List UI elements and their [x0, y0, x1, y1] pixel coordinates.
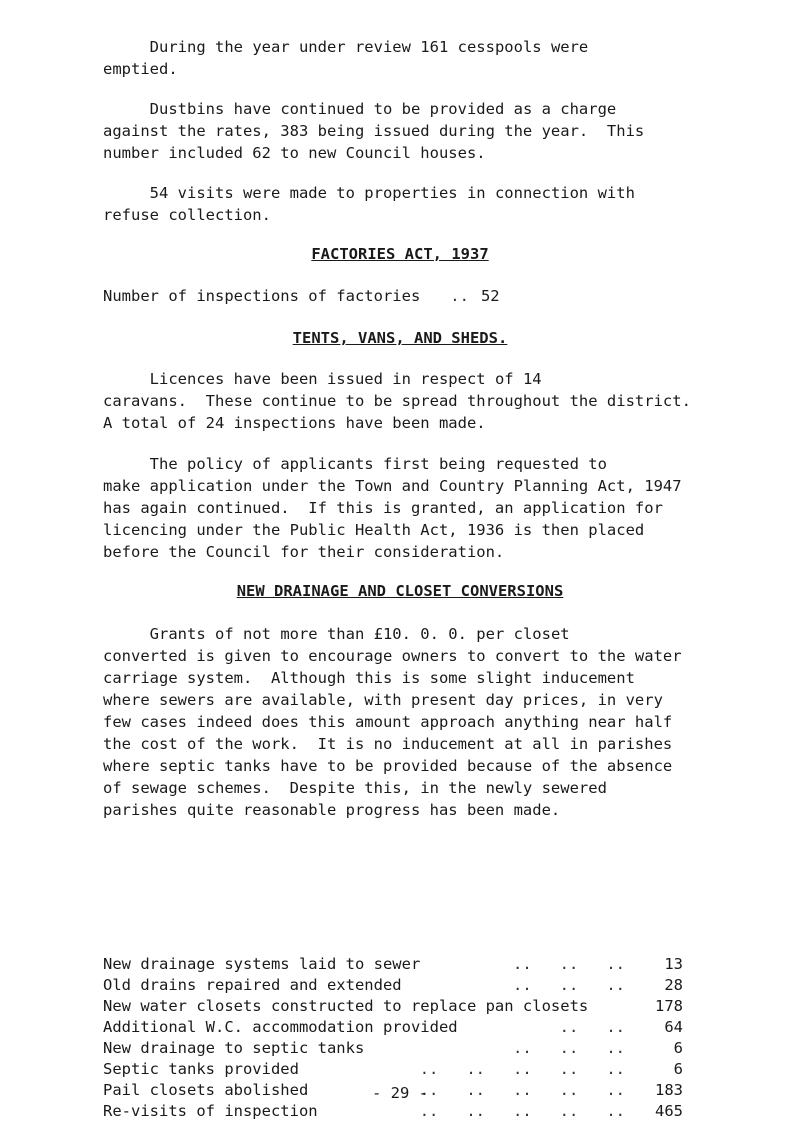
row-dots: [588, 996, 639, 1017]
row-dots: .. .. .. .. ..: [419, 1060, 625, 1078]
row-value: 6: [673, 1039, 683, 1057]
row-dots: .. ..: [559, 1018, 625, 1036]
row-label: New drainage to septic tanks: [103, 1039, 365, 1057]
row-dots: .. .. ..: [513, 976, 625, 994]
table-row: [103, 996, 683, 1017]
refuse-visits-paragraph: 54 visits were made to properties in connection with refuse collection.: [103, 184, 635, 224]
row-value: 13: [664, 955, 683, 973]
table-row: [103, 1017, 683, 1038]
page-number: - 29 -: [372, 1084, 428, 1102]
row-value: 64: [664, 1018, 683, 1036]
row-dots: .. .. ..: [513, 1039, 625, 1057]
row-dots: .. .. .. .. ..: [419, 1081, 625, 1099]
row-value: 28: [664, 976, 683, 994]
drainage-closet-conversions-heading: NEW DRAINAGE AND CLOSET CONVERSIONS: [236, 582, 564, 600]
factories-inspections-line: [103, 285, 603, 307]
tents-vans-sheds-heading: TENTS, VANS, AND SHEDS.: [292, 329, 508, 347]
factories-act-heading: FACTORIES ACT, 1937: [311, 245, 489, 263]
row-value: 6: [673, 1060, 683, 1078]
row-label: New water closets constructed to replace pan closets: [103, 997, 589, 1015]
dustbins-paragraph: Dustbins have continued to be provided as a charge against the rates, 383 being issued during the year. This number included 62 to new Council houses.: [103, 100, 645, 162]
row-dots: .. .. ..: [513, 955, 625, 973]
licences-paragraph: Licences have been issued in respect of 14 caravans. These continue to be spread throughout the district. A total of 24 inspections have been made.: [103, 370, 691, 432]
row-value: 178: [655, 997, 683, 1015]
row-label: New drainage systems laid to sewer: [103, 955, 421, 973]
row-value: 183: [655, 1081, 683, 1099]
row-value: 465: [655, 1102, 683, 1120]
grants-paragraph: Grants of not more than £10. 0. 0. per closet converted is given to encourage owners to convert to the water carriage system. Although this is some slight inducement where sewers are available, with present day prices, in very few cases indeed does this amount approach anything near half the cost of the work. It is no inducement at all in parishes where septic tanks have to be provided because of the absence of sewage schemes. Despite this, in the newly sewered parishes quite reasonable progress has been made.: [103, 625, 682, 819]
table-row: [103, 1038, 683, 1059]
factories-inspections-label: Number of inspections of factories: [103, 287, 421, 305]
row-label: Additional W.C. accommodation provided: [103, 1018, 458, 1036]
factories-inspections-dots: ..: [450, 287, 469, 305]
row-label: Re-visits of inspection: [103, 1102, 318, 1120]
row-label: Septic tanks provided: [103, 1060, 299, 1078]
table-row: [103, 954, 683, 975]
table-row: [103, 1059, 683, 1080]
table-row: [103, 975, 683, 996]
cesspools-paragraph: During the year under review 161 cesspools were emptied.: [103, 38, 589, 78]
row-dots: .. .. .. .. ..: [419, 1102, 625, 1120]
policy-paragraph: The policy of applicants first being requested to make application under the Town and Country Planning Act, 1947 has again continued. If this is granted, an application for licencing under the Public Health Act, 1936 is then placed before the Council for their consideration.: [103, 455, 682, 561]
table-row: [103, 1101, 683, 1122]
row-label: Pail closets abolished: [103, 1081, 309, 1099]
factories-inspections-value: 52: [480, 287, 500, 305]
row-label: Old drains repaired and extended: [103, 976, 402, 994]
